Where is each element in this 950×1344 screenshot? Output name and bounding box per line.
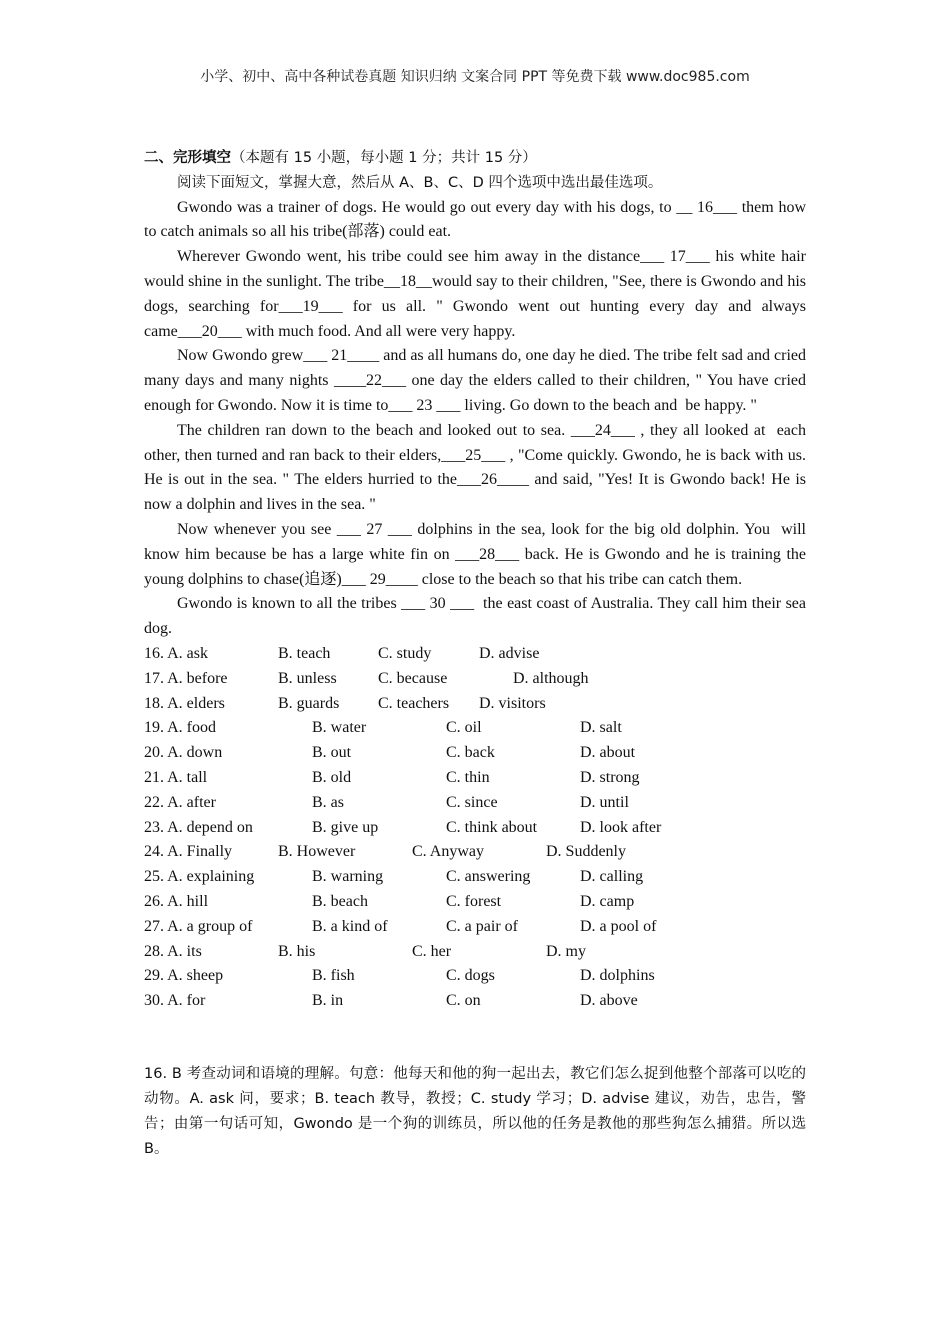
option-d: D. visitors [479, 694, 546, 712]
option-d: D. strong [580, 768, 640, 786]
option-row [144, 915, 806, 940]
option-row [144, 692, 806, 717]
section-title-bold: 二、完形填空 [144, 150, 231, 166]
option-b: B. guards [278, 694, 340, 712]
option-b: B. fish [312, 967, 355, 985]
passage-paragraph: The children ran down to the beach and looked out to sea. ___24___ , they all looked at each other, then turned and ran back to their elders,___25___ , "Come quickly. Gwondo, he is back with us. He is out in the sea. " The elders hurried to the___26____ and said, "Yes! It is Gwondo back! He is now a dolphin and lives in the sea. " [144, 421, 810, 514]
option-d: D. my [546, 942, 586, 960]
options-list [144, 642, 806, 1014]
option-c: C. back [446, 744, 495, 762]
option-d: D. dolphins [580, 967, 655, 985]
option-row [144, 816, 806, 841]
option-a: 16. A. ask [144, 644, 208, 662]
option-row [144, 964, 806, 989]
option-d: D. advise [479, 644, 540, 662]
option-d: D. calling [580, 868, 644, 886]
option-row [144, 840, 806, 865]
option-b: B. water [312, 719, 367, 737]
option-row [144, 940, 806, 965]
option-row [144, 791, 806, 816]
option-a: 25. A. explaining [144, 868, 255, 886]
option-c: C. think about [446, 818, 538, 836]
passage-paragraph: Now Gwondo grew___ 21____ and as all humans do, one day he died. The tribe felt sad and cried many days and many nights ____22___ one day the elders called to their children, " You have cried enough for Gwondo. Now it is time to___ 23 ___ living. Go down to the beach and be happy. " [144, 347, 810, 414]
option-d: D. although [513, 669, 589, 687]
option-d: D. look after [580, 818, 662, 836]
option-d: D. above [580, 992, 638, 1010]
section-title [144, 146, 806, 171]
option-b: B. as [312, 793, 344, 811]
option-c: C. forest [446, 892, 502, 910]
option-a: 18. A. elders [144, 694, 225, 712]
passage-paragraph: Gwondo was a trainer of dogs. He would go out every day with his dogs, to __ 16___ them how to catch animals so all his tribe(部落) could eat. [144, 198, 810, 241]
option-a: 22. A. after [144, 793, 216, 811]
option-a: 27. A. a group of [144, 917, 253, 935]
option-a: 24. A. Finally [144, 843, 233, 861]
option-a: 26. A. hill [144, 892, 209, 910]
option-b: B. unless [278, 669, 337, 687]
option-row [144, 865, 806, 890]
option-row [144, 642, 806, 667]
option-a: 29. A. sheep [144, 967, 224, 985]
option-d: D. about [580, 744, 636, 762]
section-title-rest: （本题有 15 小题，每小题 1 分；共计 15 分） [231, 150, 537, 166]
option-b: B. warning [312, 868, 384, 886]
option-c: C. teachers [378, 694, 450, 712]
answer-explanation: 16. B 考查动词和语境的理解。句意：他每天和他的狗一起出去，教它们怎么捉到他整个部落可以吃的动物。A. ask 问，要求；B. teach 教导，教授；C. study 学习；D. advise 建议，劝告，忠告，警告；由第一句话可知，Gwondo 是一个狗的训练员，所以他的任务是教他的那些狗怎么捕猎。所以选 B。 [144, 1066, 806, 1157]
option-d: D. salt [580, 719, 622, 737]
option-c: C. oil [446, 719, 482, 737]
option-row [144, 890, 806, 915]
option-b: B. beach [312, 892, 368, 910]
option-b: B. in [312, 992, 344, 1010]
option-c: C. her [412, 942, 452, 960]
option-b: B. his [278, 942, 316, 960]
option-d: D. camp [580, 892, 635, 910]
page-header: 小学、初中、高中各种试卷真题 知识归纳 文案合同 PPT 等免费下载 www.doc985.com [200, 69, 750, 85]
option-row [144, 989, 806, 1014]
option-row [144, 766, 806, 791]
passage-paragraph: Now whenever you see ___ 27 ___ dolphins in the sea, look for the big old dolphin. You will know him because be has a large white fin on ___28___ back. He is Gwondo and he is training the young dolphins to chase(追逐)___ 29____ close to the beach so that his tribe can catch them. [144, 520, 810, 588]
option-a: 23. A. depend on [144, 818, 253, 836]
option-d: D. a pool of [580, 917, 657, 935]
option-a: 19. A. food [144, 719, 216, 737]
option-b: B. give up [312, 818, 379, 836]
option-c: C. a pair of [446, 917, 518, 935]
option-b: B. However [278, 843, 356, 861]
cloze-passage [144, 196, 810, 642]
option-c: C. on [446, 992, 481, 1010]
option-c: C. because [378, 669, 448, 687]
exam-content [144, 146, 810, 1014]
option-b: B. out [312, 744, 352, 762]
option-d: D. Suddenly [546, 843, 626, 861]
option-a: 21. A. tall [144, 768, 208, 786]
option-d: D. until [580, 793, 629, 811]
option-c: C. answering [446, 868, 531, 886]
option-c: C. study [378, 644, 432, 662]
option-b: B. teach [278, 644, 331, 662]
option-row [144, 741, 806, 766]
option-a: 28. A. its [144, 942, 202, 960]
option-a: 30. A. for [144, 992, 206, 1010]
option-c: C. dogs [446, 967, 495, 985]
passage-paragraph: Gwondo is known to all the tribes ___ 30 ___ the east coast of Australia. They call him their sea dog. [144, 595, 810, 638]
option-row [144, 667, 806, 692]
section-instruction: 阅读下面短文，掌握大意，然后从 A、B、C、D 四个选项中选出最佳选项。 [177, 174, 663, 191]
option-c: C. Anyway [412, 843, 484, 861]
option-a: 20. A. down [144, 744, 223, 762]
option-b: B. a kind of [312, 917, 388, 935]
option-c: C. since [446, 793, 498, 811]
option-a: 17. A. before [144, 669, 228, 687]
passage-paragraph: Wherever Gwondo went, his tribe could see him away in the distance___ 17___ his white hair would shine in the sunlight. The tribe__18__would say to their children, "See, there is Gwondo and his dogs, searching for___19___ for us all. " Gwondo went out hunting every day and always came___20___ with much food. And all were very happy. [144, 248, 810, 340]
option-b: B. old [312, 768, 352, 786]
option-row [144, 716, 806, 741]
option-c: C. thin [446, 768, 490, 786]
